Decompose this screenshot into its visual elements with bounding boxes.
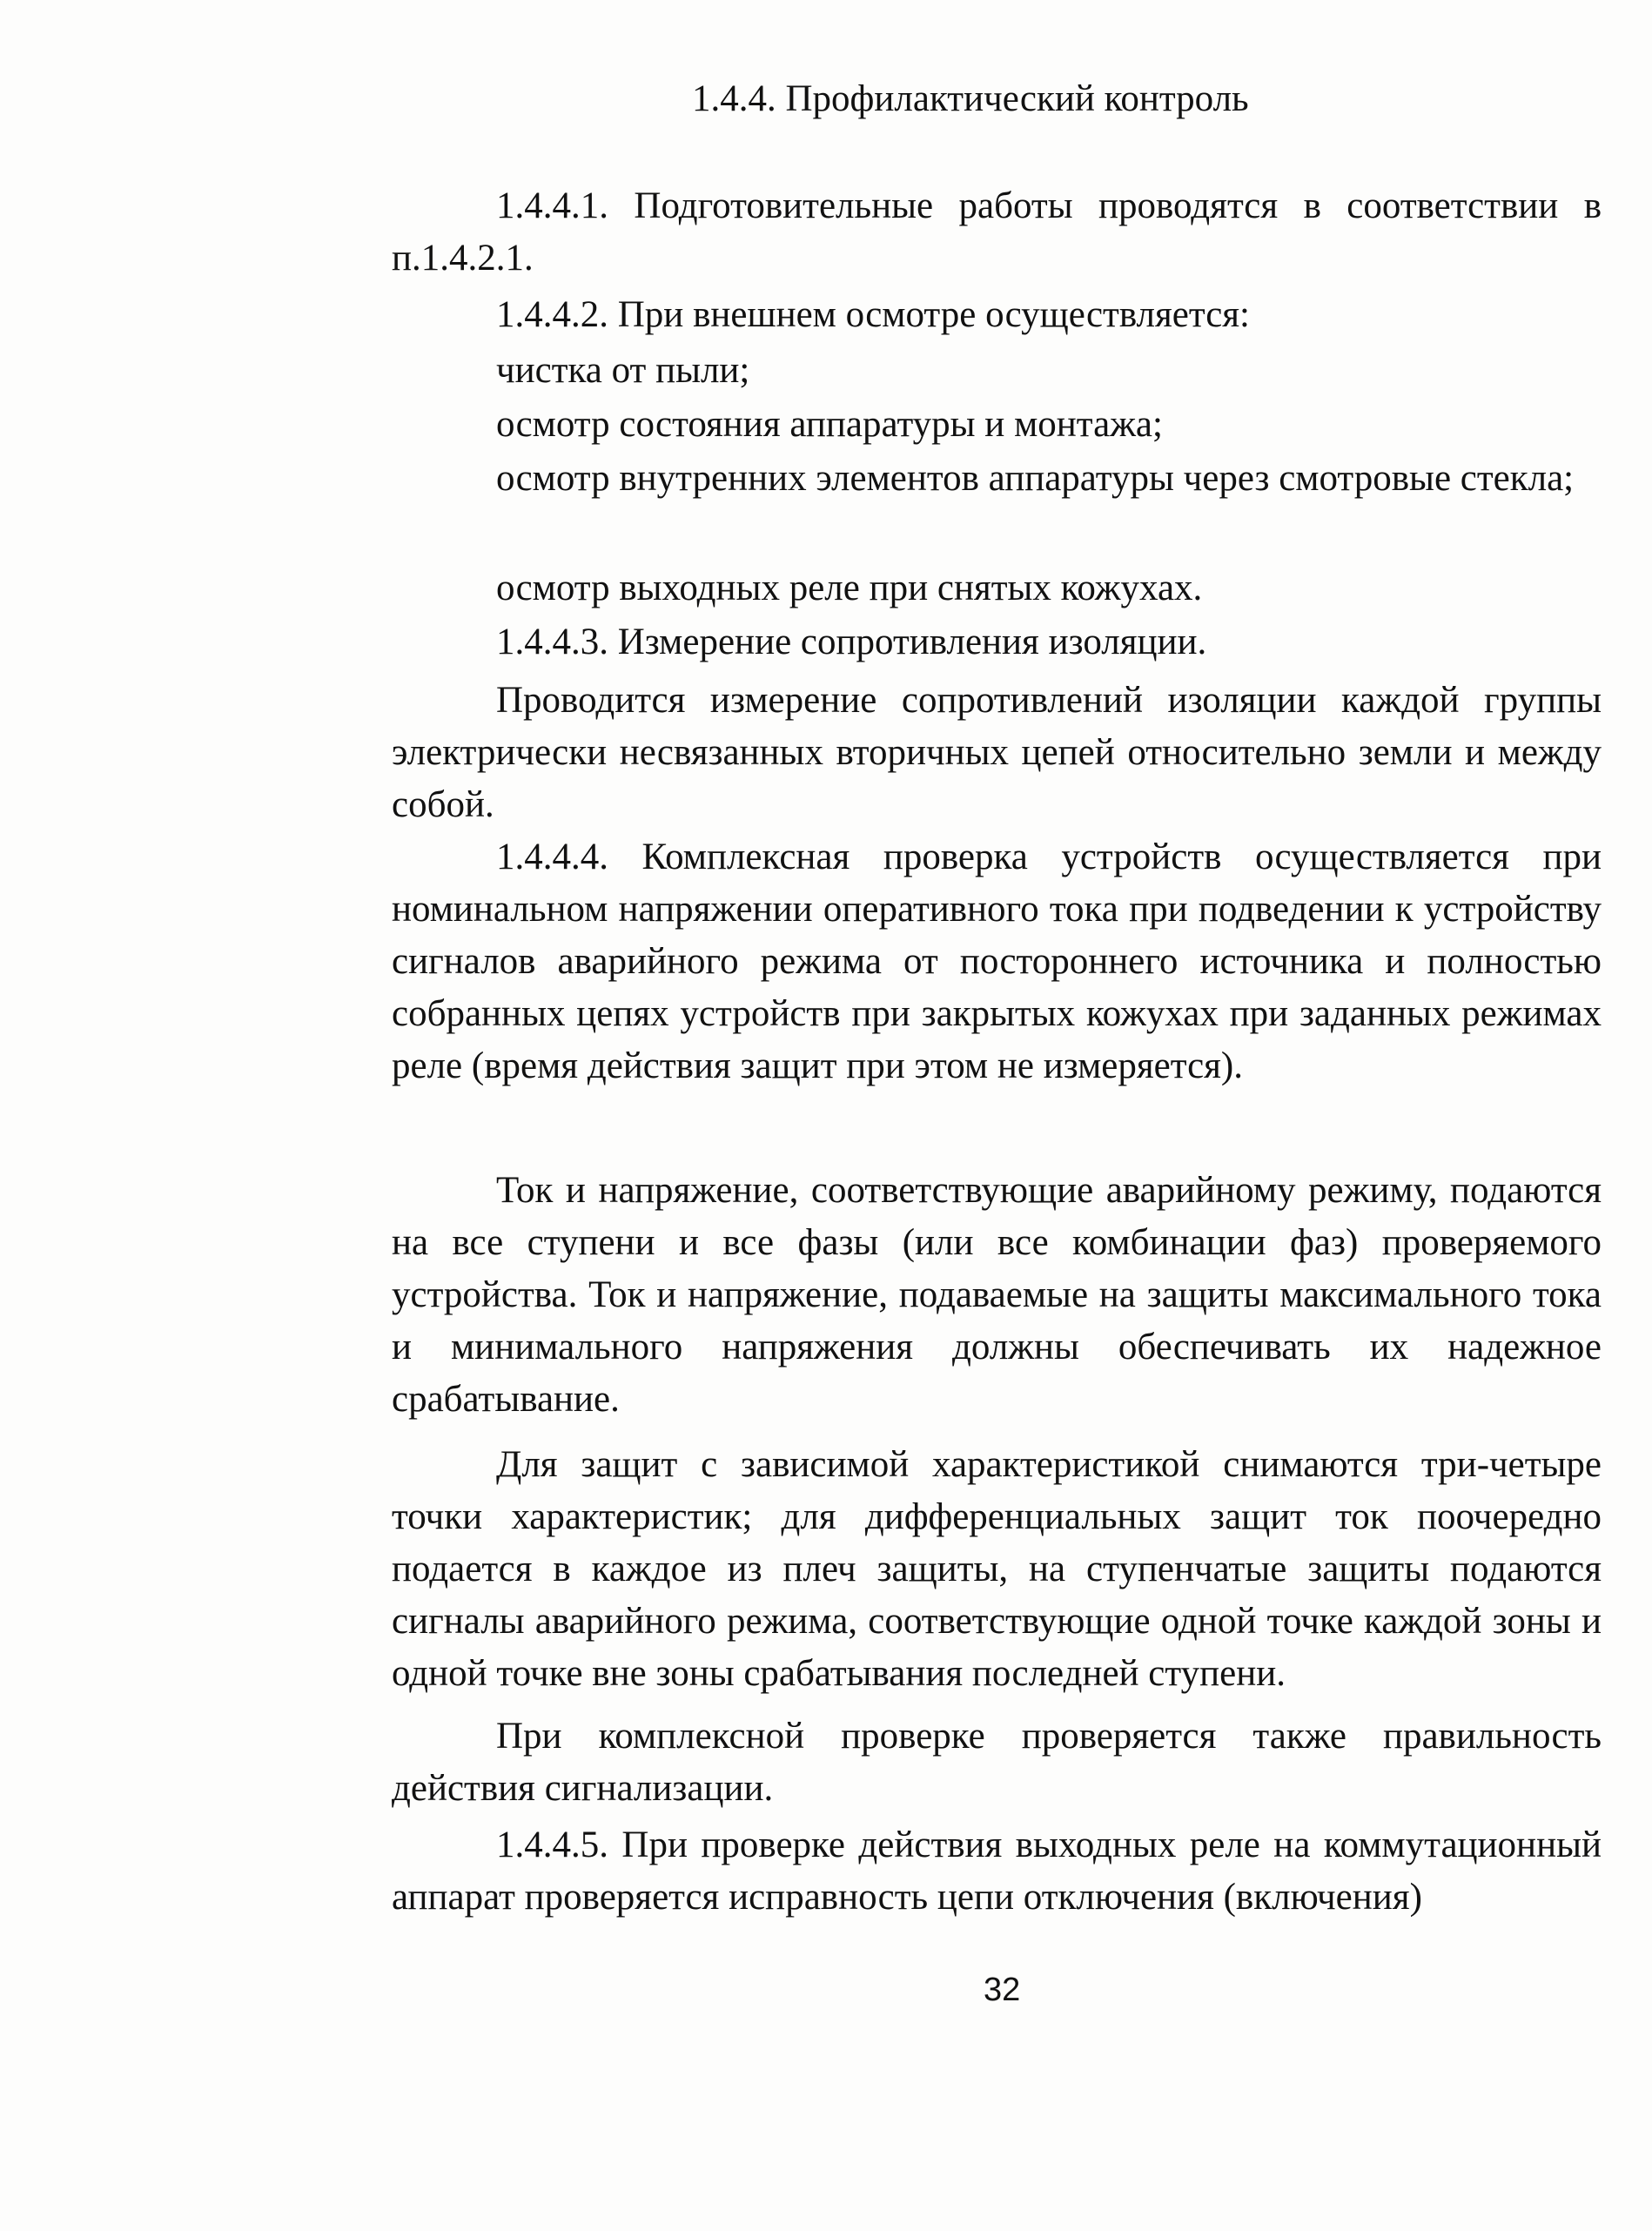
- paragraph-1-4-4-1: 1.4.4.1. Подготовительные работы проводятся в соответствии в п.1.4.2.1.: [392, 185, 1602, 279]
- paragraph-1-4-4-2-title: 1.4.4.2. При внешнем осмотре осуществляется:: [496, 294, 1251, 335]
- list-item-dust-cleaning: чистка от пыли;: [496, 350, 750, 391]
- list-item-output-relays: осмотр выходных реле при снятых кожухах.: [496, 568, 1203, 608]
- page-number: 32: [984, 1972, 1021, 2008]
- paragraph-current-voltage: Ток и напряжение, соответствующие аварийному режиму, подаются на все ступени и все фазы (или все комбинации фаз) проверяемого устройства. Ток и напряжение, подаваемые на защиты максимального тока и минимального напряжения должны обеспечивать их надежное срабатывание.: [392, 1170, 1602, 1420]
- paragraph-1-4-4-5: 1.4.4.5. При проверке действия выходных реле на коммутационный аппарат проверяется исправность цепи отключения (включения): [392, 1824, 1602, 1918]
- paragraph-insulation-measurement: Проводится измерение сопротивлений изоляции каждой группы электрически несвязанных вторичных цепей относительно земли и между собой.: [392, 680, 1602, 825]
- list-item-internal-elements: осмотр внутренних элементов аппаратуры через смотровые стекла;: [496, 458, 1575, 499]
- paragraph-1-4-4-3-title: 1.4.4.3. Измерение сопротивления изоляции.: [496, 622, 1207, 662]
- list-item-equipment-inspection: осмотр состояния аппаратуры и монтажа;: [496, 404, 1163, 445]
- section-heading: 1.4.4. Профилактический контроль: [692, 78, 1249, 119]
- paragraph-dependent-characteristic: Для защит с зависимой характеристикой снимаются три-четыре точки характеристик; для дифференциальных защит ток поочередно подается в каждое из плеч защиты, на ступенчатые защиты подаются сигналы аварийного режима, соответствующие одной точке каждой зоны и одной точке вне зоны срабатывания последней ступени.: [392, 1444, 1602, 1694]
- paragraph-alarm-check: При комплексной проверке проверяется также правильность действия сигнализации.: [392, 1716, 1602, 1809]
- paragraph-1-4-4-4: 1.4.4.4. Комплексная проверка устройств осуществляется при номинальном напряжении оперативного тока при подведении к устройству сигналов аварийного режима от постороннего источника и полностью собранных цепях устройств при закрытых кожухах при заданных режимах реле (время действия защит при этом не измеряется).: [392, 837, 1602, 1086]
